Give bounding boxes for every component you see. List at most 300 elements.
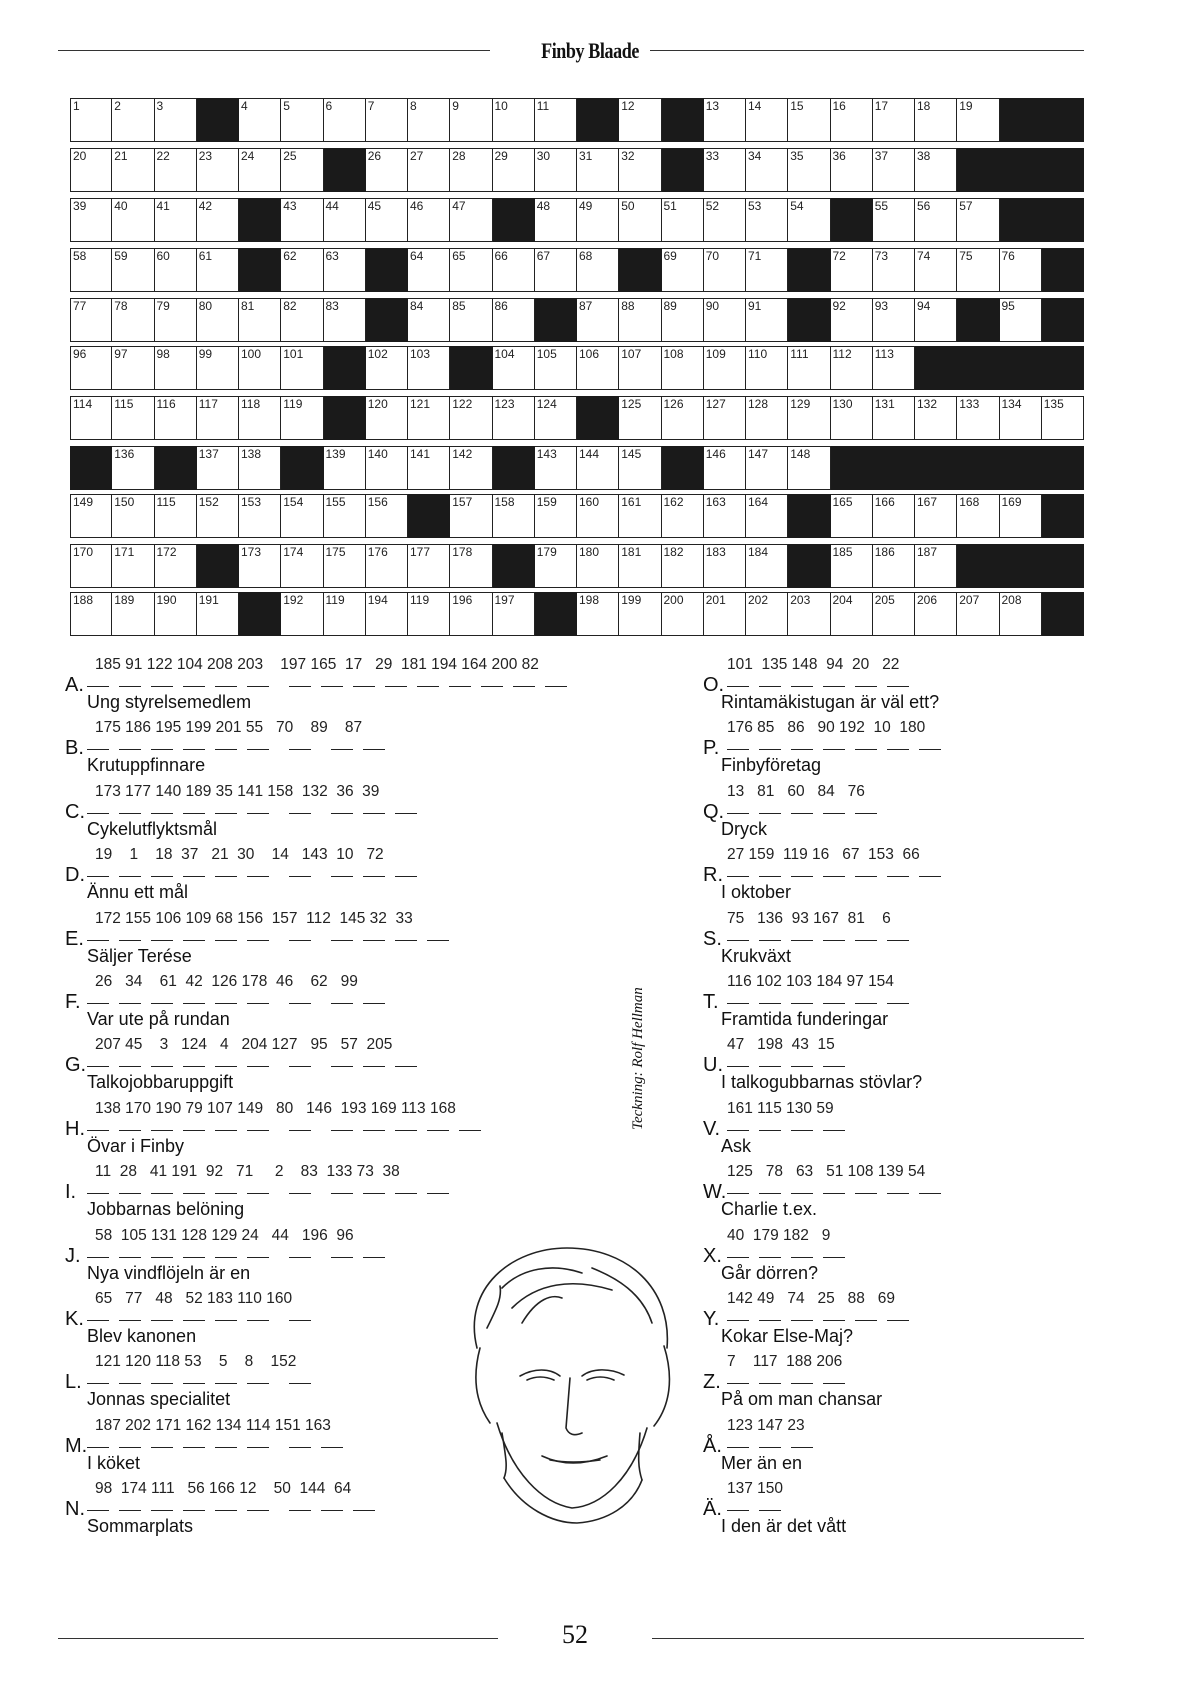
answer-blank[interactable] bbox=[289, 686, 311, 687]
answer-blank[interactable] bbox=[151, 1003, 173, 1004]
answer-blank[interactable] bbox=[331, 876, 353, 877]
answer-blank[interactable] bbox=[513, 686, 535, 687]
answer-blank[interactable] bbox=[331, 813, 353, 814]
answer-blank[interactable] bbox=[321, 1510, 343, 1511]
answer-blank[interactable] bbox=[247, 1130, 269, 1131]
grid-cell[interactable] bbox=[324, 544, 366, 588]
grid-cell[interactable] bbox=[1042, 396, 1084, 440]
grid-cell[interactable] bbox=[493, 494, 535, 538]
answer-blank[interactable] bbox=[759, 1066, 781, 1067]
answer-blank[interactable] bbox=[183, 1003, 205, 1004]
grid-cell[interactable] bbox=[70, 592, 112, 636]
answer-blank[interactable] bbox=[119, 1066, 141, 1067]
answer-blank[interactable] bbox=[759, 1510, 781, 1511]
answer-blank[interactable] bbox=[727, 876, 749, 877]
answer-blank[interactable] bbox=[87, 940, 109, 941]
answer-blank[interactable] bbox=[119, 1193, 141, 1194]
grid-cell[interactable] bbox=[112, 248, 154, 292]
answer-blank[interactable] bbox=[727, 749, 749, 750]
answer-blank[interactable] bbox=[119, 940, 141, 941]
answer-blank[interactable] bbox=[395, 940, 417, 941]
answer-blank[interactable] bbox=[183, 1447, 205, 1448]
grid-cell[interactable] bbox=[408, 248, 450, 292]
grid-cell[interactable] bbox=[915, 494, 957, 538]
grid-cell[interactable] bbox=[746, 98, 788, 142]
answer-blank[interactable] bbox=[247, 1383, 269, 1384]
answer-blanks[interactable] bbox=[727, 1066, 845, 1067]
answer-blank[interactable] bbox=[119, 1003, 141, 1004]
answer-blank[interactable] bbox=[823, 1257, 845, 1258]
answer-blank[interactable] bbox=[183, 1066, 205, 1067]
answer-blank[interactable] bbox=[289, 940, 311, 941]
grid-cell[interactable] bbox=[197, 396, 239, 440]
grid-cell[interactable] bbox=[281, 98, 323, 142]
grid-cell[interactable] bbox=[535, 544, 577, 588]
grid-cell[interactable] bbox=[1000, 396, 1042, 440]
grid-cell[interactable] bbox=[408, 544, 450, 588]
answer-blank[interactable] bbox=[151, 1257, 173, 1258]
grid-cell[interactable] bbox=[408, 98, 450, 142]
grid-cell[interactable] bbox=[324, 98, 366, 142]
answer-blank[interactable] bbox=[289, 813, 311, 814]
grid-cell[interactable] bbox=[239, 346, 281, 390]
answer-blank[interactable] bbox=[87, 1447, 109, 1448]
grid-cell[interactable] bbox=[408, 592, 450, 636]
grid-cell[interactable] bbox=[535, 148, 577, 192]
grid-cell[interactable] bbox=[704, 544, 746, 588]
answer-blank[interactable] bbox=[791, 1130, 813, 1131]
answer-blank[interactable] bbox=[727, 1257, 749, 1258]
answer-blank[interactable] bbox=[791, 1383, 813, 1384]
answer-blank[interactable] bbox=[791, 876, 813, 877]
answer-blank[interactable] bbox=[247, 1257, 269, 1258]
grid-cell[interactable] bbox=[662, 346, 704, 390]
answer-blank[interactable] bbox=[759, 876, 781, 877]
grid-cell[interactable] bbox=[915, 198, 957, 242]
answer-blank[interactable] bbox=[215, 1383, 237, 1384]
grid-cell[interactable] bbox=[408, 396, 450, 440]
answer-blank[interactable] bbox=[247, 1003, 269, 1004]
answer-blank[interactable] bbox=[427, 1193, 449, 1194]
grid-cell[interactable] bbox=[746, 148, 788, 192]
grid-cell[interactable] bbox=[155, 346, 197, 390]
answer-blank[interactable] bbox=[363, 1003, 385, 1004]
answer-blank[interactable] bbox=[449, 686, 471, 687]
grid-cell[interactable] bbox=[112, 494, 154, 538]
answer-blank[interactable] bbox=[855, 813, 877, 814]
grid-cell[interactable] bbox=[112, 544, 154, 588]
grid-cell[interactable] bbox=[366, 148, 408, 192]
answer-blank[interactable] bbox=[727, 1383, 749, 1384]
answer-blank[interactable] bbox=[183, 1257, 205, 1258]
answer-blanks[interactable] bbox=[87, 1193, 449, 1194]
grid-cell[interactable] bbox=[197, 198, 239, 242]
answer-blank[interactable] bbox=[727, 1320, 749, 1321]
answer-blank[interactable] bbox=[247, 813, 269, 814]
answer-blank[interactable] bbox=[119, 1130, 141, 1131]
grid-cell[interactable] bbox=[239, 544, 281, 588]
answer-blank[interactable] bbox=[791, 813, 813, 814]
grid-cell[interactable] bbox=[873, 198, 915, 242]
answer-blank[interactable] bbox=[823, 1003, 845, 1004]
answer-blank[interactable] bbox=[183, 686, 205, 687]
answer-blank[interactable] bbox=[331, 1193, 353, 1194]
answer-blank[interactable] bbox=[331, 1130, 353, 1131]
grid-cell[interactable] bbox=[1000, 298, 1042, 342]
grid-cell[interactable] bbox=[1000, 592, 1042, 636]
answer-blank[interactable] bbox=[823, 813, 845, 814]
answer-blank[interactable] bbox=[791, 1193, 813, 1194]
grid-cell[interactable] bbox=[873, 592, 915, 636]
grid-cell[interactable] bbox=[366, 592, 408, 636]
answer-blank[interactable] bbox=[87, 1003, 109, 1004]
grid-cell[interactable] bbox=[239, 446, 281, 490]
answer-blank[interactable] bbox=[247, 749, 269, 750]
grid-cell[interactable] bbox=[493, 346, 535, 390]
grid-cell[interactable] bbox=[915, 298, 957, 342]
answer-blank[interactable] bbox=[151, 1510, 173, 1511]
grid-cell[interactable] bbox=[450, 148, 492, 192]
answer-blank[interactable] bbox=[151, 876, 173, 877]
answer-blank[interactable] bbox=[727, 1003, 749, 1004]
answer-blank[interactable] bbox=[791, 1320, 813, 1321]
answer-blank[interactable] bbox=[215, 686, 237, 687]
answer-blank[interactable] bbox=[183, 1130, 205, 1131]
answer-blanks[interactable] bbox=[87, 1510, 375, 1511]
answer-blank[interactable] bbox=[791, 940, 813, 941]
grid-cell[interactable] bbox=[577, 592, 619, 636]
grid-cell[interactable] bbox=[704, 98, 746, 142]
grid-cell[interactable] bbox=[915, 592, 957, 636]
grid-cell[interactable] bbox=[577, 148, 619, 192]
grid-cell[interactable] bbox=[535, 198, 577, 242]
grid-cell[interactable] bbox=[915, 148, 957, 192]
answer-blank[interactable] bbox=[87, 1257, 109, 1258]
answer-blank[interactable] bbox=[395, 1130, 417, 1131]
answer-blanks[interactable] bbox=[727, 1383, 845, 1384]
grid-cell[interactable] bbox=[619, 446, 661, 490]
answer-blank[interactable] bbox=[119, 686, 141, 687]
answer-blank[interactable] bbox=[727, 1066, 749, 1067]
grid-cell[interactable] bbox=[197, 298, 239, 342]
grid-cell[interactable] bbox=[957, 396, 999, 440]
answer-blank[interactable] bbox=[87, 1320, 109, 1321]
grid-cell[interactable] bbox=[281, 494, 323, 538]
grid-cell[interactable] bbox=[619, 346, 661, 390]
grid-cell[interactable] bbox=[450, 592, 492, 636]
answer-blank[interactable] bbox=[183, 1383, 205, 1384]
answer-blank[interactable] bbox=[887, 1193, 909, 1194]
grid-cell[interactable] bbox=[112, 198, 154, 242]
grid-cell[interactable] bbox=[957, 494, 999, 538]
grid-cell[interactable] bbox=[493, 592, 535, 636]
answer-blank[interactable] bbox=[385, 686, 407, 687]
answer-blanks[interactable] bbox=[87, 749, 385, 750]
answer-blank[interactable] bbox=[887, 1003, 909, 1004]
grid-cell[interactable] bbox=[831, 544, 873, 588]
grid-cell[interactable] bbox=[450, 446, 492, 490]
grid-cell[interactable] bbox=[366, 198, 408, 242]
grid-cell[interactable] bbox=[324, 592, 366, 636]
answer-blanks[interactable] bbox=[727, 1003, 909, 1004]
grid-cell[interactable] bbox=[873, 248, 915, 292]
grid-cell[interactable] bbox=[197, 446, 239, 490]
answer-blank[interactable] bbox=[247, 1510, 269, 1511]
grid-cell[interactable] bbox=[155, 198, 197, 242]
answer-blank[interactable] bbox=[119, 813, 141, 814]
grid-cell[interactable] bbox=[957, 248, 999, 292]
grid-cell[interactable] bbox=[831, 98, 873, 142]
grid-cell[interactable] bbox=[70, 494, 112, 538]
answer-blank[interactable] bbox=[823, 686, 845, 687]
answer-blank[interactable] bbox=[919, 1193, 941, 1194]
answer-blank[interactable] bbox=[215, 1320, 237, 1321]
grid-cell[interactable] bbox=[239, 148, 281, 192]
answer-blank[interactable] bbox=[887, 940, 909, 941]
answer-blank[interactable] bbox=[791, 1003, 813, 1004]
answer-blank[interactable] bbox=[151, 1320, 173, 1321]
grid-cell[interactable] bbox=[619, 98, 661, 142]
answer-blanks[interactable] bbox=[727, 876, 941, 877]
answer-blank[interactable] bbox=[247, 940, 269, 941]
answer-blanks[interactable] bbox=[87, 1066, 417, 1067]
answer-blank[interactable] bbox=[215, 1510, 237, 1511]
answer-blank[interactable] bbox=[247, 876, 269, 877]
grid-cell[interactable] bbox=[70, 298, 112, 342]
grid-cell[interactable] bbox=[831, 298, 873, 342]
answer-blank[interactable] bbox=[855, 686, 877, 687]
grid-cell[interactable] bbox=[155, 298, 197, 342]
answer-blank[interactable] bbox=[289, 1320, 311, 1321]
grid-cell[interactable] bbox=[450, 544, 492, 588]
answer-blank[interactable] bbox=[215, 1130, 237, 1131]
answer-blank[interactable] bbox=[363, 1257, 385, 1258]
grid-cell[interactable] bbox=[281, 248, 323, 292]
answer-blank[interactable] bbox=[247, 1447, 269, 1448]
answer-blank[interactable] bbox=[215, 1257, 237, 1258]
grid-cell[interactable] bbox=[70, 248, 112, 292]
grid-cell[interactable] bbox=[155, 98, 197, 142]
answer-blank[interactable] bbox=[855, 940, 877, 941]
answer-blank[interactable] bbox=[289, 1257, 311, 1258]
grid-cell[interactable] bbox=[197, 248, 239, 292]
grid-cell[interactable] bbox=[493, 298, 535, 342]
grid-cell[interactable] bbox=[366, 544, 408, 588]
answer-blank[interactable] bbox=[183, 1510, 205, 1511]
grid-cell[interactable] bbox=[112, 98, 154, 142]
grid-cell[interactable] bbox=[577, 446, 619, 490]
answer-blank[interactable] bbox=[823, 1130, 845, 1131]
grid-cell[interactable] bbox=[619, 592, 661, 636]
grid-cell[interactable] bbox=[70, 148, 112, 192]
grid-cell[interactable] bbox=[662, 396, 704, 440]
answer-blank[interactable] bbox=[791, 1066, 813, 1067]
grid-cell[interactable] bbox=[155, 544, 197, 588]
grid-cell[interactable] bbox=[70, 346, 112, 390]
grid-cell[interactable] bbox=[281, 396, 323, 440]
answer-blank[interactable] bbox=[331, 1257, 353, 1258]
answer-blank[interactable] bbox=[151, 1383, 173, 1384]
grid-cell[interactable] bbox=[619, 298, 661, 342]
grid-cell[interactable] bbox=[155, 148, 197, 192]
answer-blank[interactable] bbox=[855, 1193, 877, 1194]
grid-cell[interactable] bbox=[915, 98, 957, 142]
grid-cell[interactable] bbox=[239, 494, 281, 538]
answer-blank[interactable] bbox=[887, 1320, 909, 1321]
answer-blank[interactable] bbox=[759, 1003, 781, 1004]
grid-cell[interactable] bbox=[366, 98, 408, 142]
answer-blank[interactable] bbox=[87, 1066, 109, 1067]
grid-cell[interactable] bbox=[155, 592, 197, 636]
grid-cell[interactable] bbox=[535, 248, 577, 292]
grid-cell[interactable] bbox=[112, 396, 154, 440]
grid-cell[interactable] bbox=[155, 248, 197, 292]
grid-cell[interactable] bbox=[873, 148, 915, 192]
grid-cell[interactable] bbox=[112, 346, 154, 390]
answer-blanks[interactable] bbox=[87, 1383, 311, 1384]
answer-blank[interactable] bbox=[215, 1447, 237, 1448]
answer-blank[interactable] bbox=[919, 749, 941, 750]
grid-cell[interactable] bbox=[873, 544, 915, 588]
grid-cell[interactable] bbox=[704, 248, 746, 292]
answer-blank[interactable] bbox=[183, 749, 205, 750]
answer-blank[interactable] bbox=[417, 686, 439, 687]
grid-cell[interactable] bbox=[450, 396, 492, 440]
grid-cell[interactable] bbox=[746, 446, 788, 490]
grid-cell[interactable] bbox=[70, 98, 112, 142]
grid-cell[interactable] bbox=[112, 148, 154, 192]
answer-blank[interactable] bbox=[119, 1510, 141, 1511]
answer-blank[interactable] bbox=[855, 1003, 877, 1004]
grid-cell[interactable] bbox=[197, 346, 239, 390]
grid-cell[interactable] bbox=[788, 148, 830, 192]
answer-blank[interactable] bbox=[183, 1193, 205, 1194]
grid-cell[interactable] bbox=[831, 396, 873, 440]
grid-cell[interactable] bbox=[1000, 248, 1042, 292]
answer-blanks[interactable] bbox=[727, 1510, 781, 1511]
grid-cell[interactable] bbox=[535, 446, 577, 490]
answer-blank[interactable] bbox=[87, 1193, 109, 1194]
answer-blank[interactable] bbox=[183, 876, 205, 877]
grid-cell[interactable] bbox=[493, 248, 535, 292]
grid-cell[interactable] bbox=[366, 494, 408, 538]
answer-blank[interactable] bbox=[823, 1320, 845, 1321]
grid-cell[interactable] bbox=[577, 494, 619, 538]
answer-blank[interactable] bbox=[887, 876, 909, 877]
answer-blank[interactable] bbox=[289, 1003, 311, 1004]
grid-cell[interactable] bbox=[112, 446, 154, 490]
answer-blank[interactable] bbox=[823, 940, 845, 941]
answer-blank[interactable] bbox=[215, 876, 237, 877]
grid-cell[interactable] bbox=[408, 298, 450, 342]
answer-blank[interactable] bbox=[289, 1447, 311, 1448]
answer-blank[interactable] bbox=[289, 1510, 311, 1511]
answer-blank[interactable] bbox=[363, 940, 385, 941]
grid-cell[interactable] bbox=[535, 494, 577, 538]
answer-blanks[interactable] bbox=[727, 686, 909, 687]
answer-blank[interactable] bbox=[353, 1510, 375, 1511]
grid-cell[interactable] bbox=[831, 248, 873, 292]
grid-cell[interactable] bbox=[788, 396, 830, 440]
grid-cell[interactable] bbox=[577, 298, 619, 342]
grid-cell[interactable] bbox=[70, 544, 112, 588]
grid-cell[interactable] bbox=[197, 592, 239, 636]
answer-blank[interactable] bbox=[151, 749, 173, 750]
grid-cell[interactable] bbox=[112, 592, 154, 636]
grid-cell[interactable] bbox=[70, 396, 112, 440]
answer-blank[interactable] bbox=[247, 1066, 269, 1067]
answer-blank[interactable] bbox=[215, 1003, 237, 1004]
grid-cell[interactable] bbox=[746, 396, 788, 440]
answer-blank[interactable] bbox=[887, 686, 909, 687]
grid-cell[interactable] bbox=[662, 198, 704, 242]
grid-cell[interactable] bbox=[873, 298, 915, 342]
grid-cell[interactable] bbox=[788, 592, 830, 636]
answer-blank[interactable] bbox=[727, 813, 749, 814]
answer-blank[interactable] bbox=[791, 1447, 813, 1448]
grid-cell[interactable] bbox=[281, 298, 323, 342]
grid-cell[interactable] bbox=[408, 346, 450, 390]
grid-cell[interactable] bbox=[408, 198, 450, 242]
answer-blank[interactable] bbox=[759, 1383, 781, 1384]
grid-cell[interactable] bbox=[535, 396, 577, 440]
grid-cell[interactable] bbox=[281, 148, 323, 192]
answer-blank[interactable] bbox=[331, 1066, 353, 1067]
answer-blank[interactable] bbox=[119, 749, 141, 750]
answer-blank[interactable] bbox=[119, 876, 141, 877]
answer-blank[interactable] bbox=[727, 1193, 749, 1194]
grid-cell[interactable] bbox=[788, 198, 830, 242]
answer-blank[interactable] bbox=[151, 940, 173, 941]
answer-blank[interactable] bbox=[395, 813, 417, 814]
answer-blank[interactable] bbox=[759, 1130, 781, 1131]
answer-blank[interactable] bbox=[215, 1066, 237, 1067]
grid-cell[interactable] bbox=[873, 346, 915, 390]
grid-cell[interactable] bbox=[450, 494, 492, 538]
grid-cell[interactable] bbox=[746, 592, 788, 636]
answer-blanks[interactable] bbox=[87, 1003, 385, 1004]
answer-blanks[interactable] bbox=[727, 1193, 941, 1194]
grid-cell[interactable] bbox=[957, 592, 999, 636]
answer-blank[interactable] bbox=[119, 1257, 141, 1258]
answer-blank[interactable] bbox=[459, 1130, 481, 1131]
grid-cell[interactable] bbox=[535, 98, 577, 142]
grid-cell[interactable] bbox=[746, 198, 788, 242]
answer-blank[interactable] bbox=[823, 749, 845, 750]
answer-blank[interactable] bbox=[247, 686, 269, 687]
answer-blank[interactable] bbox=[331, 749, 353, 750]
answer-blank[interactable] bbox=[289, 1066, 311, 1067]
answer-blanks[interactable] bbox=[87, 876, 417, 877]
answer-blank[interactable] bbox=[395, 1066, 417, 1067]
answer-blank[interactable] bbox=[331, 940, 353, 941]
answer-blank[interactable] bbox=[353, 686, 375, 687]
answer-blank[interactable] bbox=[151, 1066, 173, 1067]
answer-blanks[interactable] bbox=[87, 813, 417, 814]
answer-blank[interactable] bbox=[759, 1447, 781, 1448]
grid-cell[interactable] bbox=[324, 298, 366, 342]
grid-cell[interactable] bbox=[281, 544, 323, 588]
answer-blank[interactable] bbox=[759, 749, 781, 750]
grid-cell[interactable] bbox=[450, 98, 492, 142]
answer-blank[interactable] bbox=[823, 1193, 845, 1194]
answer-blank[interactable] bbox=[823, 876, 845, 877]
answer-blank[interactable] bbox=[215, 813, 237, 814]
grid-cell[interactable] bbox=[957, 198, 999, 242]
answer-blank[interactable] bbox=[183, 813, 205, 814]
grid-cell[interactable] bbox=[704, 298, 746, 342]
answer-blank[interactable] bbox=[289, 1383, 311, 1384]
